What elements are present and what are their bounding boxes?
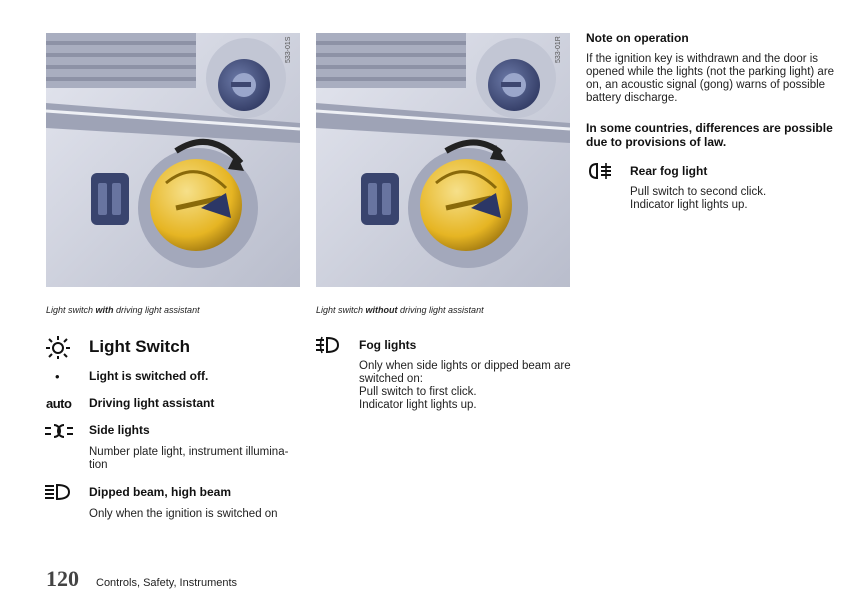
- caption-without-assistant: Light switch without driving light assistant: [316, 305, 484, 315]
- dipped-beam-description: Only when the ignition is switched on: [89, 508, 278, 520]
- dashboard-illustration: [46, 33, 300, 287]
- dashboard-illustration: [316, 33, 570, 287]
- footer-section-title: Controls, Safety, Instruments: [96, 577, 238, 589]
- fog-lights-label: Fog lights: [359, 338, 417, 352]
- dipped-beam-icon: [45, 483, 71, 501]
- fog-lights-description: Only when side lights or dipped beam are switched on: Pull switch to first click. Indicator light lights up.: [359, 360, 571, 411]
- rear-fog-light-description: Pull switch to second click. Indicator light lights up.: [630, 186, 767, 211]
- bullet-icon: •: [55, 369, 60, 384]
- note-title: Note on operation: [586, 31, 689, 45]
- caption-emphasis: without: [365, 305, 398, 315]
- side-lights-label: Side lights: [89, 423, 150, 437]
- photo-code-label: 533-01S: [285, 36, 292, 63]
- light-switch-photo-without-assistant: [316, 33, 570, 287]
- legal-warning: In some countries, differences are possible due to provisions of law.: [586, 121, 833, 149]
- auto-icon: auto: [46, 396, 72, 411]
- rear-fog-light-icon: [588, 162, 612, 180]
- caption-with-assistant: Light switch with driving light assistant: [46, 305, 200, 315]
- page-number: 120: [46, 566, 79, 591]
- photo-code-label: 533-01R: [555, 36, 562, 63]
- note-text: If the ignition key is withdrawn and the door is opened while the lights (not the parking light) are on, an acoustic signal (gong) warns of possible battery discharge.: [586, 53, 835, 104]
- side-lights-description: Number plate light, instrument illumina- tion: [89, 446, 289, 471]
- driving-light-assistant-label: Driving light assistant: [89, 396, 215, 410]
- side-lights-icon: [45, 423, 73, 439]
- light-switch-icon: [45, 335, 71, 359]
- caption-emphasis: with: [95, 305, 114, 315]
- light-switch-photo-with-assistant: [46, 33, 300, 287]
- section-title-light-switch: Light Switch: [89, 337, 191, 356]
- rear-fog-light-label: Rear fog light: [630, 164, 708, 178]
- light-off-label: Light is switched off.: [89, 369, 209, 383]
- fog-light-icon: [316, 336, 340, 354]
- dipped-beam-label: Dipped beam, high beam: [89, 485, 232, 499]
